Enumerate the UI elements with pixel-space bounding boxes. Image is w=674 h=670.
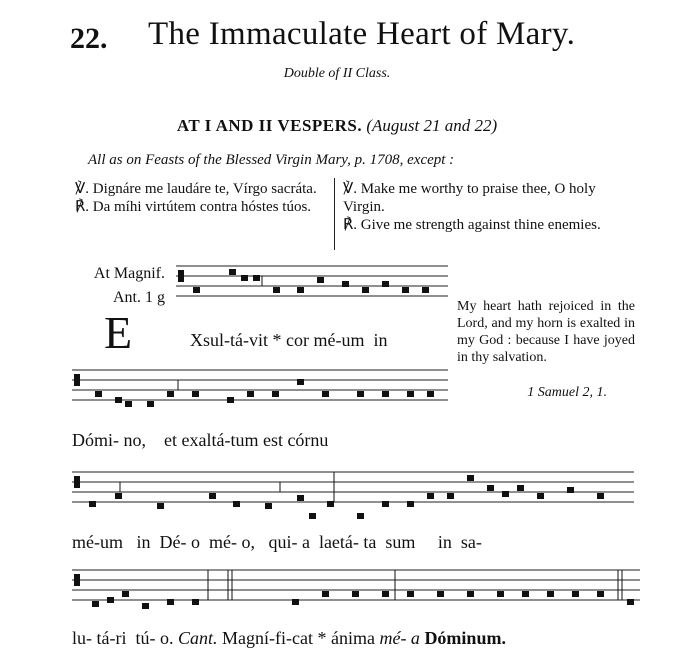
english-response: ℟. Give me strength against thine enemies. — [343, 217, 601, 233]
vespers-heading: AT I AND II VESPERS. — [176, 116, 363, 135]
neume — [107, 597, 114, 603]
neume — [265, 503, 272, 509]
neume — [309, 513, 316, 519]
neume — [352, 591, 359, 597]
neume — [437, 591, 444, 597]
neume — [402, 287, 409, 293]
neume — [567, 487, 574, 493]
clef-mark — [74, 374, 80, 386]
neume — [407, 391, 414, 397]
neume — [95, 391, 102, 397]
neume — [572, 591, 579, 597]
canticle-label: Cant. — [177, 628, 218, 648]
neume — [357, 513, 364, 519]
neume — [447, 493, 454, 499]
scripture-reference: 1 Samuel 2, 1. — [527, 385, 607, 400]
neume — [297, 495, 304, 501]
lyrics-line-3: mé-um in Dé- o mé- o, qui- a laetá- ta sum in sa- — [72, 532, 482, 552]
clef-mark — [178, 270, 184, 282]
neume — [597, 493, 604, 499]
neume — [382, 501, 389, 507]
neume — [362, 287, 369, 293]
chant-staff-1 — [176, 266, 448, 296]
latin-versicle: ℣. Dignáre me laudáre te, Vírgo sacráta. — [75, 181, 317, 197]
neume — [597, 591, 604, 597]
neume — [253, 275, 260, 281]
neume — [147, 401, 154, 407]
chant-staff-4 — [72, 570, 640, 609]
feast-number: 22. — [70, 22, 108, 55]
neume — [357, 391, 364, 397]
neume — [467, 591, 474, 597]
neume — [422, 287, 429, 293]
neume — [92, 601, 99, 607]
neume — [317, 277, 324, 283]
lyrics-dominum: Dóminum. — [424, 628, 506, 648]
neume — [192, 599, 199, 605]
neume — [122, 591, 129, 597]
initial-letter: E — [104, 307, 133, 358]
neume — [292, 599, 299, 605]
rubric: All as on Feasts of the Blessed Virgin Mary, p. 1708, except : — [88, 152, 455, 168]
neume — [322, 591, 329, 597]
neume — [497, 591, 504, 597]
neume — [427, 391, 434, 397]
neume — [627, 599, 634, 605]
neume — [233, 501, 240, 507]
feast-title: The Immaculate Heart of Mary. — [148, 16, 576, 52]
neume — [342, 281, 349, 287]
neume — [142, 603, 149, 609]
neume — [487, 485, 494, 491]
neume — [115, 493, 122, 499]
neume — [89, 501, 96, 507]
english-versicle: ℣. Make me worthy to praise thee, O holy Virgin. — [343, 181, 596, 215]
neume — [522, 591, 529, 597]
neume — [229, 269, 236, 275]
lyrics-me-a: mé- a — [379, 628, 420, 648]
clef-mark — [74, 574, 80, 586]
lyrics-line-1: Xsul-tá-vit * cor mé-um in — [190, 330, 388, 350]
neume — [273, 287, 280, 293]
neume — [192, 391, 199, 397]
neume — [297, 287, 304, 293]
antiphon-label-line2: Ant. 1 g — [113, 289, 165, 306]
neume — [157, 503, 164, 509]
neume — [427, 493, 434, 499]
neume — [322, 391, 329, 397]
neume — [272, 391, 279, 397]
neume — [241, 275, 248, 281]
neume — [502, 491, 509, 497]
chant-staff-2 — [72, 370, 448, 407]
neume — [209, 493, 216, 499]
neume — [382, 391, 389, 397]
lyrics-line-4 — [72, 628, 506, 649]
clef-mark — [74, 476, 80, 488]
neume — [167, 599, 174, 605]
neume — [297, 379, 304, 385]
vespers-dates: (August 21 and 22) — [366, 116, 498, 135]
neume — [382, 591, 389, 597]
feast-rank: Double of II Class. — [283, 66, 391, 81]
lyrics-part-2: Magní-fi-cat * ánima — [222, 628, 375, 648]
neume — [167, 391, 174, 397]
neume — [517, 485, 524, 491]
neume — [227, 397, 234, 403]
neume — [125, 401, 132, 407]
neume — [537, 493, 544, 499]
lyrics-line-2: Dómi- no, et exaltá-tum est córnu — [72, 430, 329, 450]
lyrics-part-1: lu- tá-ri tú- o. — [72, 628, 174, 648]
neume — [547, 591, 554, 597]
latin-response: ℟. Da míhi virtútem contra hóstes túos. — [75, 199, 312, 215]
neume — [247, 391, 254, 397]
neume — [407, 591, 414, 597]
antiphon-label-line1: At Magnif. — [93, 265, 165, 282]
neume — [467, 475, 474, 481]
neume — [327, 501, 334, 507]
neume — [382, 281, 389, 287]
neume — [115, 397, 122, 403]
neume — [407, 501, 414, 507]
neume — [193, 287, 200, 293]
chant-staff-3 — [72, 472, 634, 519]
antiphon-translation: My heart hath rejoiced in the Lord, and my horn is exalted in my God : because I have joyed in thy salvation. — [457, 299, 635, 365]
